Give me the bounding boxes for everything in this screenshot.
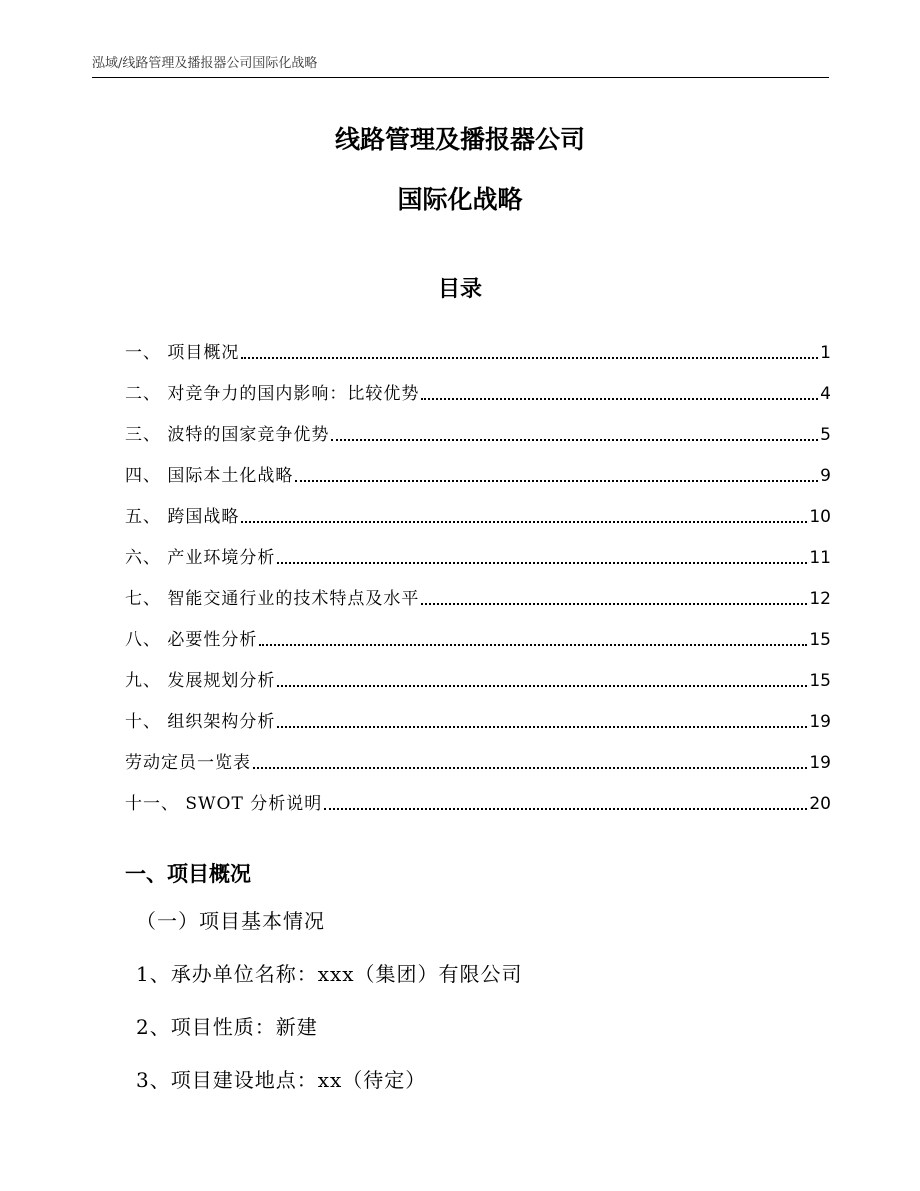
toc-entry-page: 9: [820, 466, 831, 486]
toc-leader-dots: [253, 766, 807, 769]
toc-entry-label: 十一、 SWOT 分析说明: [125, 794, 323, 814]
toc-entry-label: 五、 跨国战略: [125, 507, 240, 527]
toc-entry[interactable]: [125, 693, 831, 734]
running-header: 泓域/线路管理及播报器公司国际化战略: [92, 56, 318, 71]
toc-leader-dots: [241, 520, 807, 523]
toc-entry-page: 11: [809, 548, 831, 568]
toc-leader-dots: [241, 356, 818, 359]
document-title-line-2: 国际化战略: [397, 185, 523, 214]
toc-leader-dots: [295, 479, 818, 482]
toc-entry[interactable]: [125, 775, 831, 816]
toc-entry-page: 4: [820, 384, 831, 404]
toc-entry-page: 5: [820, 425, 831, 445]
toc-entry-label: 一、 项目概况: [125, 343, 240, 363]
body-paragraph: 3、项目建设地点：xx（待定）: [136, 1068, 427, 1092]
table-of-contents: [125, 324, 831, 816]
toc-entry[interactable]: [125, 488, 831, 529]
subsection-heading: （一）项目基本情况: [136, 909, 325, 933]
toc-entry[interactable]: [125, 529, 831, 570]
toc-leader-dots: [259, 643, 807, 646]
toc-entry-label: 八、 必要性分析: [125, 630, 258, 650]
toc-leader-dots: [324, 807, 807, 810]
toc-leader-dots: [277, 561, 807, 564]
document-title-line-1: 线路管理及播报器公司: [334, 125, 585, 154]
toc-entry-label: 六、 产业环境分析: [125, 548, 276, 568]
toc-entry-page: 20: [809, 794, 831, 814]
toc-entry[interactable]: [125, 406, 831, 447]
toc-entry-page: 12: [809, 589, 831, 609]
section-heading: 一、项目概况: [125, 862, 251, 886]
toc-entry-label: 四、 国际本土化战略: [125, 466, 294, 486]
toc-entry[interactable]: [125, 652, 831, 693]
toc-entry-label: 劳动定员一览表: [125, 753, 251, 773]
toc-entry-label: 十、 组织架构分析: [125, 712, 276, 732]
toc-entry[interactable]: [125, 734, 831, 775]
toc-entry[interactable]: [125, 447, 831, 488]
toc-entry-label: 九、 发展规划分析: [125, 671, 276, 691]
toc-entry-page: 19: [809, 753, 831, 773]
toc-entry[interactable]: [125, 365, 831, 406]
toc-leader-dots: [277, 725, 807, 728]
toc-entry-page: 19: [809, 712, 831, 732]
toc-entry[interactable]: [125, 570, 831, 611]
toc-leader-dots: [421, 397, 818, 400]
header-divider: [92, 77, 829, 78]
toc-leader-dots: [277, 684, 807, 687]
toc-entry-label: 七、 智能交通行业的技术特点及水平: [125, 589, 420, 609]
body-paragraph: 1、承办单位名称：xxx（集团）有限公司: [136, 962, 523, 986]
toc-entry-page: 1: [820, 343, 831, 363]
toc-entry-label: 三、 波特的国家竞争优势: [125, 425, 330, 445]
toc-entry[interactable]: [125, 324, 831, 365]
toc-entry-page: 15: [809, 630, 831, 650]
toc-entry-page: 15: [809, 671, 831, 691]
body-paragraph: 2、项目性质：新建: [136, 1015, 318, 1039]
toc-entry[interactable]: [125, 611, 831, 652]
toc-heading: 目录: [437, 277, 482, 302]
toc-entry-label: 二、 对竞争力的国内影响：比较优势: [125, 384, 420, 404]
toc-leader-dots: [331, 438, 818, 441]
toc-leader-dots: [421, 602, 807, 605]
toc-entry-page: 10: [809, 507, 831, 527]
